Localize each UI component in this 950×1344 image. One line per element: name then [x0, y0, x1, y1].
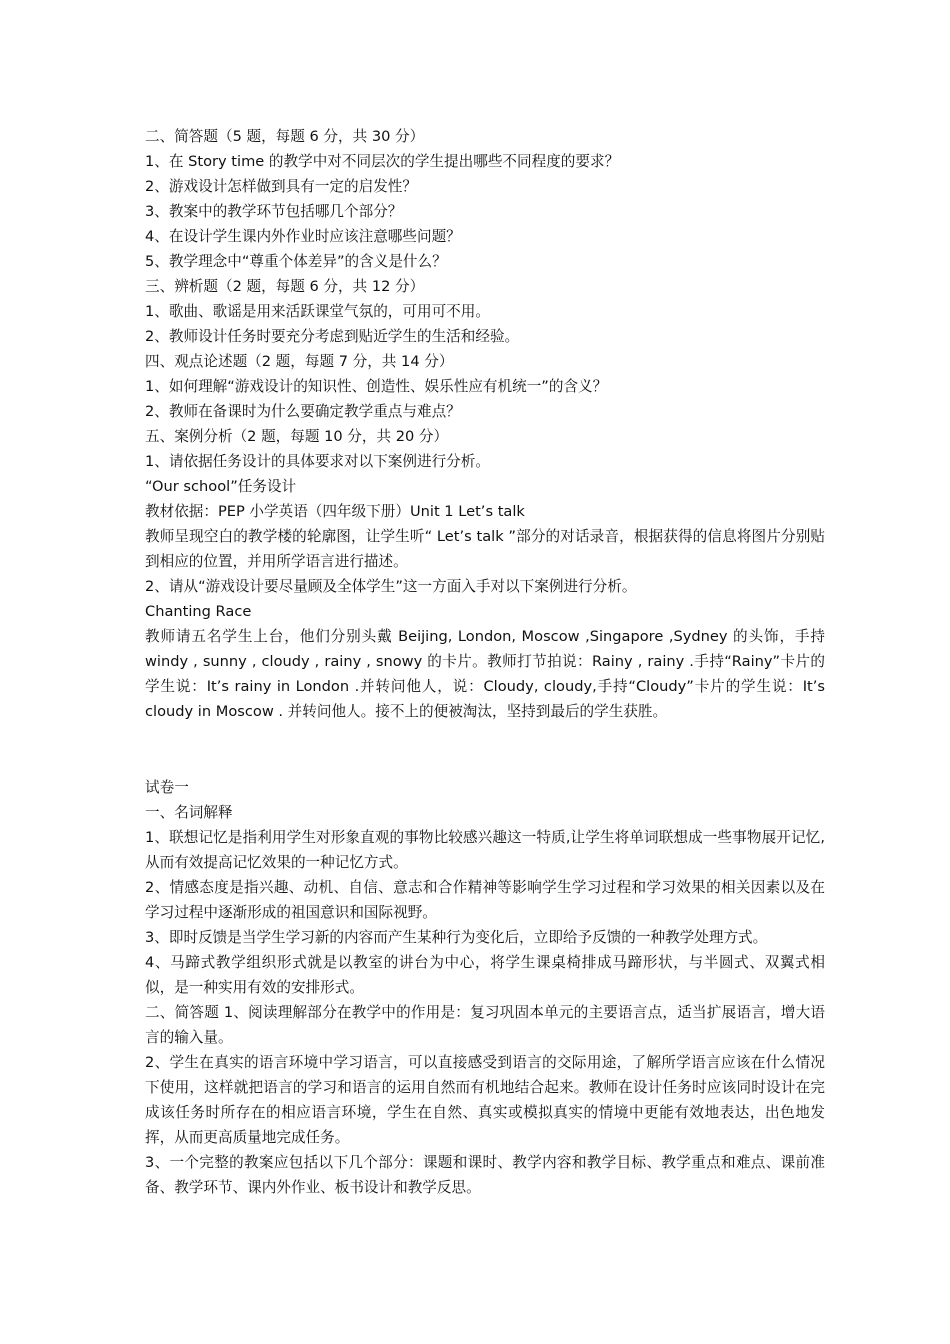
question-line: 五、案例分析（2 题，每题 10 分，共 20 分）: [145, 428, 449, 445]
question-line: 1、歌曲、歌谣是用来活跃课堂气氛的，可用可不用。: [145, 303, 490, 320]
answer-paragraph: 1、联想记忆是指利用学生对形象直观的事物比较感兴趣这一特质,让学生将单词联想成一些事物展开记忆,从而有效提高记忆效果的一种记忆方式。: [145, 829, 825, 871]
answer-paragraph: 二、简答题 1、阅读理解部分在教学中的作用是：复习巩固本单元的主要语言点，适当扩展语言，增大语言的输入量。: [145, 1004, 825, 1046]
answer-paragraph: 2、情感态度是指兴趣、动机、自信、意志和合作精神等影响学生学习过程和学习效果的相关因素以及在学习过程中逐渐形成的祖国意识和国际视野。: [145, 879, 825, 921]
answer-paragraph: 2、学生在真实的语言环境中学习语言，可以直接感受到语言的交际用途，了解所学语言应该在什么情况下使用，这样就把语言的学习和语言的运用自然而有机地结合起来。教师在设计任务时应该同时设计在完成该任务时所存在的相应语言环境，学生在自然、真实或模拟真实的情境中更能有效地表达，出色地发挥，从而更高质量地完成任务。: [145, 1054, 825, 1146]
question-line: 教材依据：PEP 小学英语（四年级下册）Unit 1 Let’s talk: [145, 503, 525, 520]
question-line: 1、如何理解“游戏设计的知识性、创造性、娱乐性应有机统一”的含义？: [145, 378, 608, 395]
answer-line: 试卷一: [145, 779, 189, 796]
question-line: 1、请依据任务设计的具体要求对以下案例进行分析。: [145, 453, 490, 470]
question-line: 2、教师在备课时为什么要确定教学重点与难点？: [145, 403, 461, 420]
question-paragraph: 教师请五名学生上台，他们分别头戴 Beijing, London, Moscow ,Singapore ,Sydney 的头饰，手持 windy , sunny , cloudy , rainy , snowy 的卡片。教师打节拍说：Rainy , rainy .手持“Rainy”卡片的学生说：It’s rainy in London .并转问他人，说：Cloudy, cloudy,手持“Cloudy”卡片的学生说：It’s cloudy in Moscow . 并转问他人。接不上的便被淘汰，坚持到最后的学生获胜。: [145, 628, 825, 720]
question-line: 2、请从“游戏设计要尽量顾及全体学生”这一方面入手对以下案例进行分析。: [145, 578, 637, 595]
question-line: “Our school”任务设计: [145, 478, 297, 495]
question-line: 2、教师设计任务时要充分考虑到贴近学生的生活和经验。: [145, 328, 520, 345]
question-paragraph: 教师呈现空白的教学楼的轮廓图，让学生听“ Let’s talk ”部分的对话录音，根据获得的信息将图片分别贴到相应的位置，并用所学语言进行描述。: [145, 528, 825, 570]
question-line: 四、观点论述题（2 题，每题 7 分，共 14 分）: [145, 353, 454, 370]
question-line: 二、简答题（5 题，每题 6 分，共 30 分）: [145, 128, 425, 145]
question-line: 2、游戏设计怎样做到具有一定的启发性？: [145, 178, 417, 195]
answer-paragraph: 3、即时反馈是当学生学习新的内容而产生某种行为变化后，立即给予反馈的一种教学处理方式。: [145, 929, 768, 946]
answer-paragraph: 3、一个完整的教案应包括以下几个部分：课题和课时、教学内容和教学目标、教学重点和难点、课前准备、教学环节、课内外作业、板书设计和教学反思。: [145, 1154, 825, 1196]
question-line: 5、教学理念中“尊重个体差异”的含义是什么？: [145, 253, 447, 270]
answer-line: 一、名词解释: [145, 804, 233, 821]
question-line: 3、教案中的教学环节包括哪几个部分？: [145, 203, 403, 220]
exam-questions-section: [145, 124, 825, 724]
question-line: 4、在设计学生课内外作业时应该注意哪些问题？: [145, 228, 461, 245]
question-line: 1、在 Story time 的教学中对不同层次的学生提出哪些不同程度的要求？: [145, 153, 620, 170]
answer-paragraph: 4、马蹄式教学组织形式就是以教室的讲台为中心，将学生课桌椅排成马蹄形状，与半圆式、双翼式相似，是一种实用有效的安排形式。: [145, 954, 825, 996]
question-line: 三、辨析题（2 题，每题 6 分，共 12 分）: [145, 278, 425, 295]
question-line: Chanting Race: [145, 603, 252, 620]
answer-key-section: [145, 775, 825, 1200]
